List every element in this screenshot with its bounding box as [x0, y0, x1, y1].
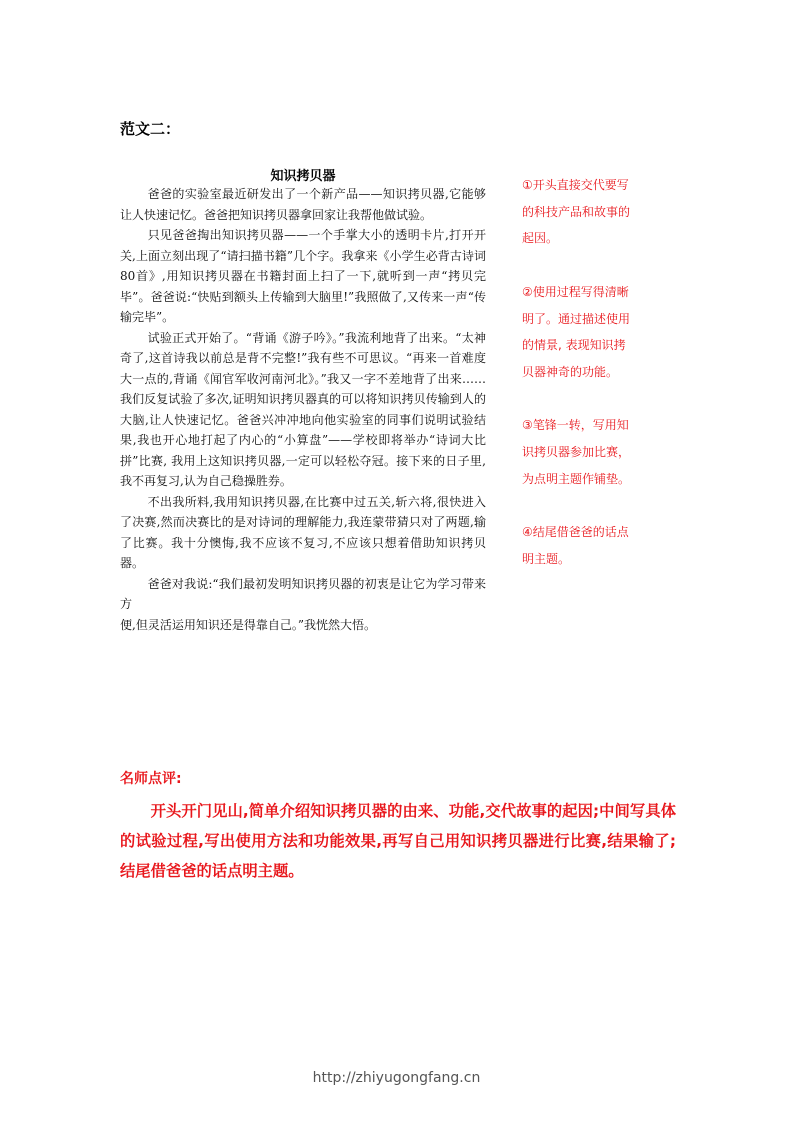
margin-notes	[522, 172, 632, 573]
review-text: 开头开门见山,简单介绍知识拷贝器的由来、功能,交代故事的起因;中间写具体的试验过程,写出使用方法和功能效果,再写自己用知识拷贝器进行比赛,结果输了;结尾借爸爸的话点明主题。	[120, 802, 676, 880]
essay-paragraph-1: 爸爸的实验室最近研发出了一个新产品——知识拷贝器,它能够让人快速记忆。爸爸把知识拷贝器拿回家让我帮他做试验。	[120, 187, 486, 222]
essay-paragraph-6: 便,但灵活运用知识还是得靠自己。”我恍然大悟。	[120, 617, 376, 632]
essay-paragraph-3: 试验正式开始了。“背诵《游子吟》。”我流利地背了出来。“太神奇了,这首诗我以前总是背不完整!”我有些不可思议。“再来一首难度大一点的,背诵《闻官军收河南河北》。”我又一字不差地背了出来……我们反复试验了多次,证明知识拷贝器真的可以将知识拷贝传输到人的大脑,让人快速记忆。爸爸兴冲冲地向他实验室的同事们说明试验结果,我也开心地打起了内心的“小算盘”——学校即将举办“诗词大比拼”比赛, 我用上这知识拷贝器,一定可以轻松夺冠。接下来的日子里,我不再复习,认为自己稳操胜券。	[120, 330, 486, 488]
essay-paragraph-5: 爸爸对我说:“我们最初发明知识拷贝器的初衷是让它为学习带来方	[120, 576, 486, 611]
essay-paragraph-4: 不出我所料,我用知识拷贝器,在比赛中过五关,斩六将,很快进入了决赛,然而决赛比的是对诗词的理解能力,我连蒙带猜只对了两题,输了比赛。我十分懊悔,我不应该不复习,不应该只想着借助知识拷贝器。	[120, 494, 486, 570]
margin-note-3: ③笔锋一转，写用知识拷贝器参加比赛，为点明主题作铺垫。	[522, 418, 631, 486]
essay-title: 知识拷贝器	[270, 169, 336, 184]
section-heading: 范文二：	[120, 120, 181, 138]
margin-note-4: ④结尾借爸爸的话点明主题。	[522, 525, 629, 566]
footer-url: http://zhiyugongfang.cn	[312, 1070, 481, 1086]
margin-note-2: ②使用过程写得清晰明了。通过描述使用的情景, 表现知识拷贝器神奇的功能。	[522, 284, 631, 379]
essay-body	[120, 184, 486, 635]
essay-paragraph-2: 只见爸爸掏出知识拷贝器——一个手掌大小的透明卡片,打开开关,上面立刻出现了“请扫描书籍”几个字。我拿来《小学生必背古诗词80首》,用知识拷贝器在书籍封面上扫了一下,就听到一声“拷贝完毕”。爸爸说:“快贴到额头上传输到大脑里!”我照做了,又传来一声“传输完毕”。	[120, 228, 486, 324]
review-label: 名师点评:	[120, 771, 182, 787]
margin-note-1: ①开头直接交代要写的科技产品和故事的起因。	[522, 178, 631, 246]
